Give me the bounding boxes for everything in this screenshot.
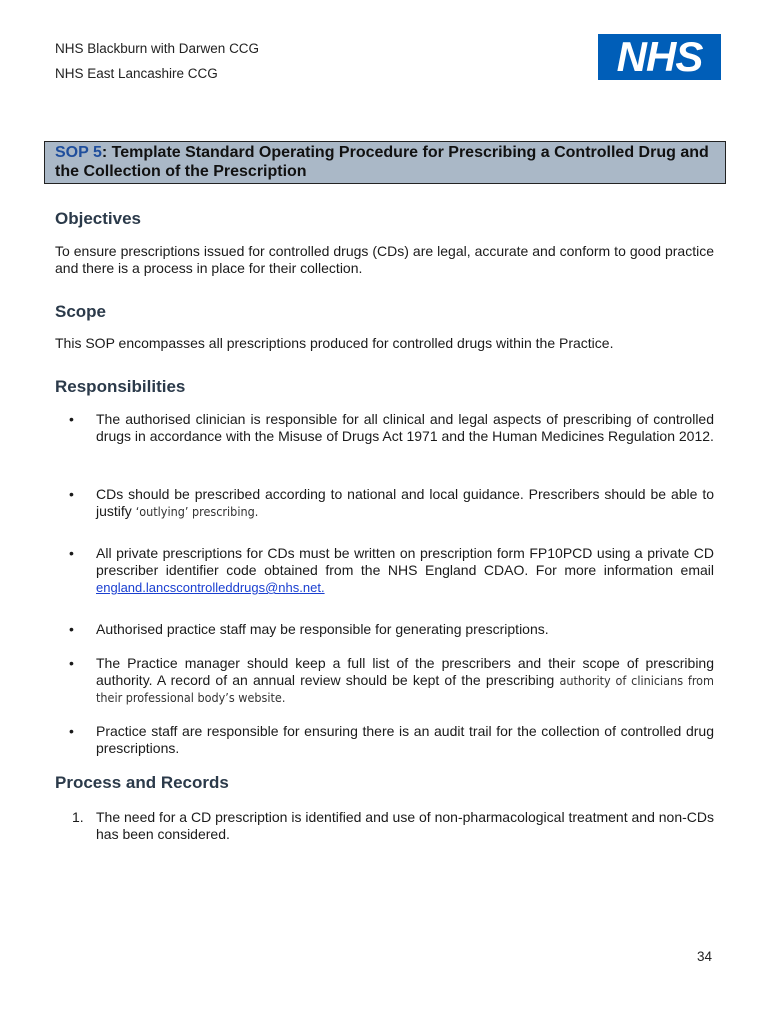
list-item xyxy=(55,486,714,520)
bullet-text xyxy=(96,486,714,520)
list-item xyxy=(55,655,714,706)
item-number: 1. xyxy=(72,809,84,825)
list-item xyxy=(55,621,714,638)
bullet-dot: • xyxy=(69,545,74,561)
objectives-body xyxy=(55,243,714,277)
bullet-dot: • xyxy=(69,486,74,502)
list-item xyxy=(55,809,714,843)
bullet-text-tail: authority of clinicians from their professional body’s website. xyxy=(96,673,715,705)
bullet-dot: • xyxy=(69,621,74,637)
bullet-text: The authorised clinician is responsible for all clinical and legal aspects of prescribing of controlled drugs in accordance with the Misuse of Drugs Act 1971 and the Human Medicines Regulation 2012. xyxy=(96,411,714,444)
bullet-text-tail: ‘outlying’ prescribing. xyxy=(135,504,259,519)
scope-body xyxy=(55,335,714,352)
scope-text: This SOP encompasses all prescriptions produced for controlled drugs within the Practice. xyxy=(55,335,614,351)
title-separator: : xyxy=(101,144,112,161)
org-name-blackburn: NHS Blackburn with Darwen CCG xyxy=(55,41,260,56)
process-section xyxy=(55,773,714,793)
bullet-dot: • xyxy=(69,723,74,739)
responsibilities-section xyxy=(55,377,714,397)
item-text: The need for a CD prescription is identified and use of non-pharmacological treatment and non-CDs has been considered. xyxy=(96,809,714,842)
list-item xyxy=(55,723,714,757)
bullet-dot: • xyxy=(69,411,74,427)
nhs-logo: NHS xyxy=(598,34,721,80)
scope-heading: Scope xyxy=(55,302,107,321)
page-number: 34 xyxy=(697,949,713,964)
bullet-text: Authorised practice staff may be responsible for generating prescriptions. xyxy=(96,621,549,637)
title-text: Template Standard Operating Procedure for Prescribing a Controlled Drug and the Collection of the Prescription xyxy=(55,144,709,180)
bullet-text: Practice staff are responsible for ensuring there is an audit trail for the collection of controlled drug prescriptions. xyxy=(96,723,714,756)
responsibilities-heading: Responsibilities xyxy=(55,377,186,396)
bullet-text-main: All private prescriptions for CDs must be written on prescription form FP10PCD using a private CD prescriber identifier code obtained from the NHS England CDAO. For more information email xyxy=(96,545,714,578)
objectives-section xyxy=(55,209,714,229)
org-name-east-lancashire: NHS East Lancashire CCG xyxy=(55,66,218,81)
sop-number: SOP 5 xyxy=(55,144,102,161)
process-heading: Process and Records xyxy=(55,773,229,792)
bullet-text-main: The Practice manager should keep a full list of the prescribers and their scope of prescribing authority. A record of an annual review should be kept of the prescribing xyxy=(96,655,714,688)
bullet-text-main: CDs should be prescribed according to national and local guidance. Prescribers should be able to justify xyxy=(96,486,714,519)
list-item xyxy=(55,411,714,445)
objectives-heading: Objectives xyxy=(55,209,141,228)
email-link[interactable]: england.lancscontrolleddrugs@nhs.net. xyxy=(96,580,325,595)
scope-section xyxy=(55,302,714,322)
list-item xyxy=(55,545,714,596)
bullet-text xyxy=(96,545,714,596)
objectives-text: To ensure prescriptions issued for controlled drugs (CDs) are legal, accurate and conform to good practice and there is a process in place for their collection. xyxy=(55,243,714,276)
bullet-dot: • xyxy=(69,655,74,671)
document-title xyxy=(44,141,726,184)
bullet-text xyxy=(96,655,714,706)
